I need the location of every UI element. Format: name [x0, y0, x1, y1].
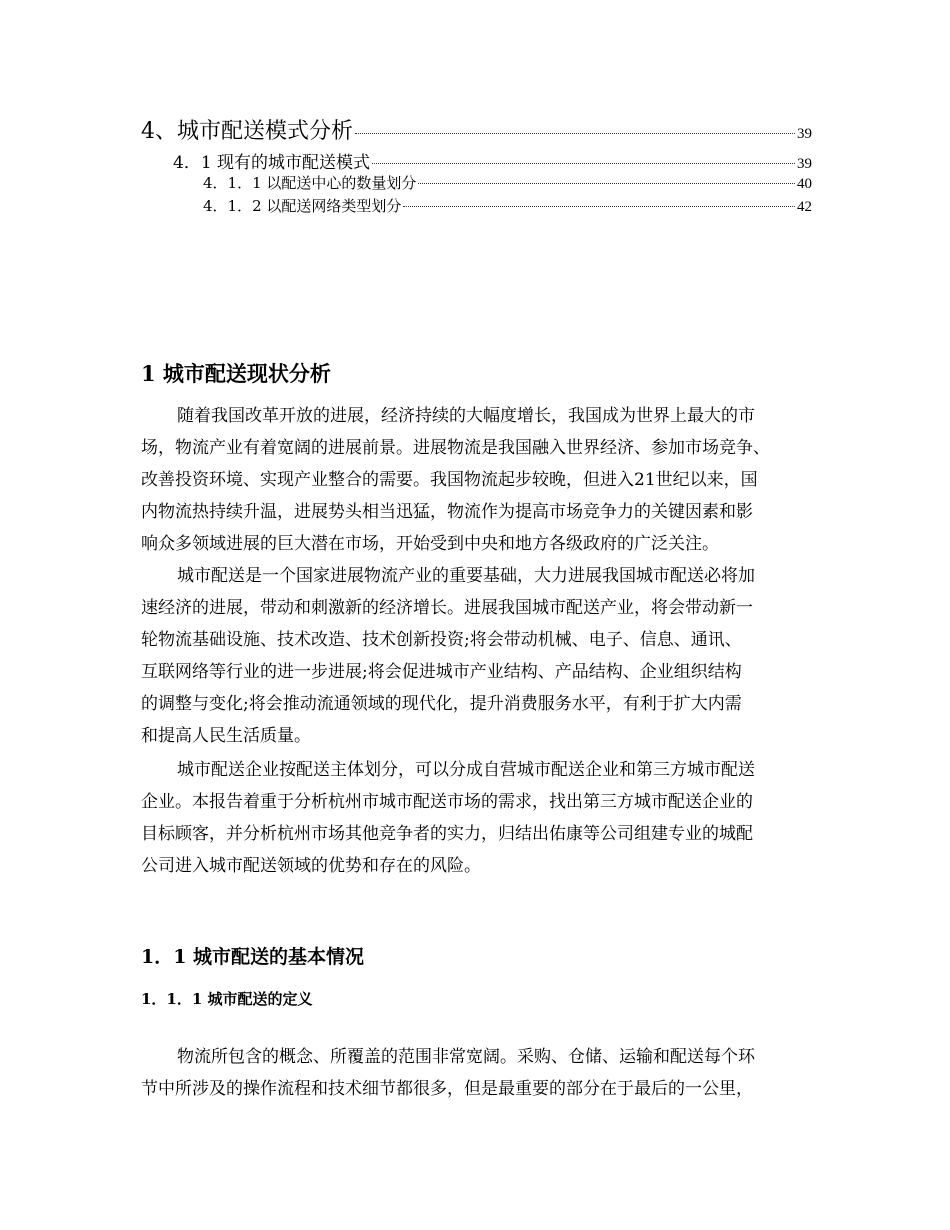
toc-leader-dots	[403, 206, 795, 207]
toc-entry-page: 40	[797, 176, 812, 192]
paragraph-line: 和提高人民生活质量。	[141, 726, 311, 746]
paragraph-line: 的调整与变化;将会推动流通领域的现代化，提升消费服务水平，有利于扩大内需	[141, 694, 742, 714]
paragraph-line: 企业。本报告着重于分析杭州市城市配送市场的需求，找出第三方城市配送企业的	[141, 792, 753, 812]
paragraph-line: 速经济的进展，带动和刺激新的经济增长。进展我国城市配送产业，将会带动新一	[141, 598, 753, 618]
paragraph-line: 城市配送是一个国家进展物流产业的重要基础，大力进展我国城市配送必将加	[177, 566, 755, 586]
toc-entry-page: 39	[797, 156, 812, 172]
sub-subsection-heading: 1．1．1 城市配送的定义	[141, 990, 313, 1008]
subsection-heading: 1．1 城市配送的基本情况	[141, 946, 365, 968]
paragraph-line: 节中所涉及的操作流程和技术细节都很多，但是最重要的部分在于最后的一公里，	[141, 1079, 753, 1099]
paragraph-line: 内物流热持续升温，进展势头相当迅猛，物流作为提高市场竞争力的关键因素和影	[141, 502, 753, 522]
paragraph-line: 公司进入城市配送领域的优势和存在的风险。	[141, 856, 481, 876]
paragraph-line: 目标顾客，并分析杭州市场其他竞争者的实力，归结出佑康等公司组建专业的城配	[141, 824, 753, 844]
paragraph-line: 互联网络等行业的进一步进展;将会促进城市产业结构、产品结构、企业组织结构	[141, 662, 742, 682]
toc-entry[interactable]	[203, 172, 812, 193]
paragraph-line: 随着我国改革开放的进展，经济持续的大幅度增长，我国成为世界上最大的市	[177, 406, 755, 426]
paragraph-line: 响众多领域进展的巨大潜在市场，开始受到中央和地方各级政府的广泛关注。	[141, 534, 719, 554]
toc-entry[interactable]	[141, 114, 812, 145]
toc-entry-title: 4．1．1 以配送中心的数量划分	[203, 174, 417, 192]
toc-leader-dots	[418, 183, 795, 184]
toc-entry-page: 39	[797, 126, 812, 142]
toc-entry[interactable]	[203, 195, 812, 216]
toc-entry-title: 4．1 现有的城市配送模式	[173, 153, 371, 173]
toc-entry-page: 42	[797, 199, 812, 215]
paragraph-line: 场，物流产业有着宽阔的进展前景。进展物流是我国融入世界经济、参加市场竞争、	[141, 438, 770, 458]
toc-entry-title: 4．1．2 以配送网络类型划分	[203, 197, 402, 215]
paragraph-line: 改善投资环境、实现产业整合的需要。我国物流起步较晚，但进入21世纪以来，国	[141, 470, 758, 490]
toc-leader-dots	[355, 133, 795, 134]
paragraph-line: 物流所包含的概念、所覆盖的范围非常宽阔。采购、仓储、运输和配送每个环	[177, 1047, 755, 1067]
section-heading: 1 城市配送现状分析	[141, 361, 331, 386]
paragraph-line: 城市配送企业按配送主体划分，可以分成自营城市配送企业和第三方城市配送	[177, 760, 755, 780]
toc-entry-title: 4、城市配送模式分析	[141, 119, 353, 144]
paragraph-line: 轮物流基础设施、技术改造、技术创新投资;将会带动机械、电子、信息、通讯、	[141, 630, 742, 650]
toc-leader-dots	[372, 163, 795, 164]
toc-entry[interactable]	[173, 148, 812, 173]
